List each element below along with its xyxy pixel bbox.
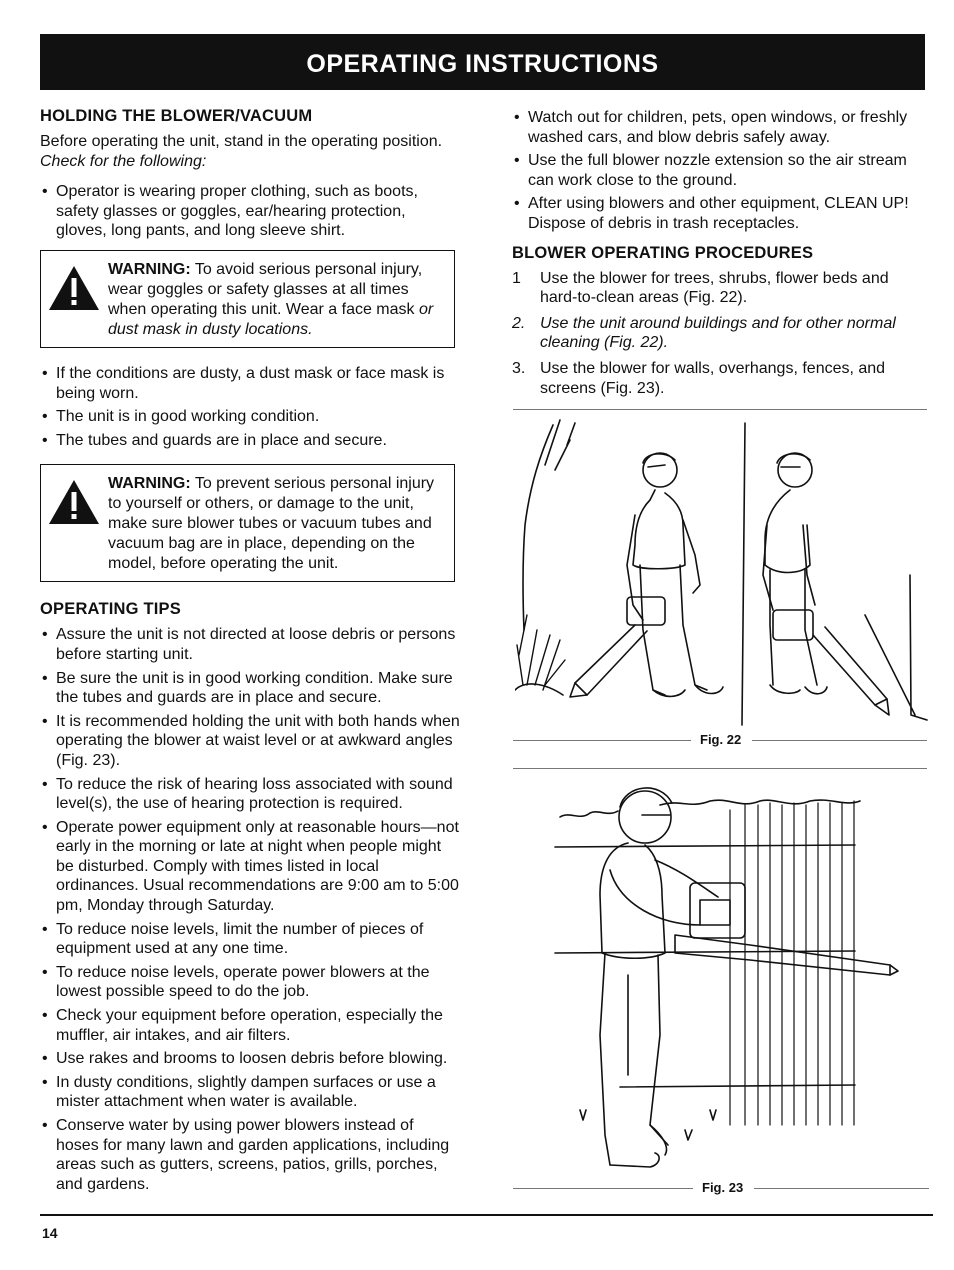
list-item: • It is recommended holding the unit with both hands when operating the blower at waist level or at awkward angles (Fig. 23). <box>40 712 460 771</box>
warning-2-body: To prevent serious personal injury to yourself or others, or damage to the unit, make sure blower tubes or vacuum tubes and vacuum bag are in place, depending on the model, before operating the unit. <box>108 475 435 573</box>
caption-rule-left <box>513 740 691 741</box>
section-heading-procedures: BLOWER OPERATING PROCEDURES <box>512 243 814 262</box>
caption-rule-left <box>513 1188 693 1189</box>
list-item: • Be sure the unit is in good working condition. Make sure the tubes and guards are in place and secure. <box>40 669 460 708</box>
warning-box-2 <box>40 464 455 582</box>
section-heading-holding: HOLDING THE BLOWER/VACUUM <box>40 107 313 125</box>
warning-label: WARNING: <box>108 260 191 278</box>
page-title-banner <box>40 34 925 90</box>
list-item: • Conserve water by using power blowers instead of hoses for many lawn and garden applications, including areas such as gutters, screens, patios, grills, porches, and gardens. <box>40 1116 460 1194</box>
list-item: • The unit is in good working condition. <box>40 407 460 427</box>
divider <box>513 768 927 769</box>
fig-22-caption: Fig. 22 <box>700 732 742 747</box>
section-heading-tips: OPERATING TIPS <box>40 600 181 619</box>
list-item: • To reduce noise levels, operate power blowers at the lowest possible speed to do the job. <box>40 963 460 1002</box>
footer-rule <box>40 1214 933 1216</box>
item-text: Use the blower for trees, shrubs, flower beds and hard-to-clean areas (Fig. 22). <box>540 269 889 307</box>
page-title: OPERATING INSTRUCTIONS <box>306 50 659 78</box>
list-item: • Check your equipment before operation, especially the muffler, air intakes, and air filters. <box>40 1006 460 1045</box>
warning-box-1 <box>40 250 455 348</box>
item-text: Use the blower for walls, overhangs, fences, and screens (Fig. 23). <box>540 359 886 397</box>
fig-23-illustration <box>550 775 905 1175</box>
safety-list <box>512 108 927 234</box>
warning-triangle-icon <box>48 479 100 525</box>
item-number: 3. <box>512 359 526 377</box>
divider <box>513 409 927 410</box>
warning-1-text <box>108 260 444 340</box>
list-item: • Use rakes and brooms to loosen debris before blowing. <box>40 1049 460 1069</box>
right-column <box>512 108 927 404</box>
checks-list <box>40 364 460 450</box>
list-item: • After using blowers and other equipment, CLEAN UP! Dispose of debris in trash receptacles. <box>512 194 927 233</box>
list-item: • If the conditions are dusty, a dust mask or face mask is being worn. <box>40 364 460 403</box>
list-item: • Operator is wearing proper clothing, such as boots, safety glasses or goggles, ear/hearing protection, gloves, long pants, and long sleeve shirt. <box>40 182 441 241</box>
caption-rule-right <box>754 1188 929 1189</box>
list-item <box>512 269 927 308</box>
item-text: Use the unit around buildings and for other normal cleaning (Fig. 22). <box>540 314 896 352</box>
list-item: • To reduce noise levels, limit the number of pieces of equipment used at any one time. <box>40 920 460 959</box>
list-item: • Assure the unit is not directed at loose debris or persons before starting unit. <box>40 625 460 664</box>
warning-2-text <box>108 474 444 574</box>
page-number: 14 <box>42 1225 58 1241</box>
list-item: • Use the full blower nozzle extension so the air stream can work close to the ground. <box>512 151 927 190</box>
item-number: 1 <box>512 269 521 287</box>
list-item <box>512 314 927 353</box>
warning-triangle-icon <box>48 265 100 311</box>
list-item: • The tubes and guards are in place and secure. <box>40 431 460 451</box>
holding-intro <box>40 132 460 171</box>
list-item: • Watch out for children, pets, open windows, or freshly washed cars, and blow debris safely away. <box>512 108 927 147</box>
warning-1-body: To avoid serious personal injury, wear goggles or safety glasses at all times when operating this unit. Wear a face mask <box>108 260 423 318</box>
caption-rule-right <box>752 740 927 741</box>
warning-1-italic: or dust mask in dusty locations. <box>108 300 434 338</box>
list-item <box>512 359 927 398</box>
fig-23-caption: Fig. 23 <box>702 1180 744 1195</box>
item-number: 2. <box>512 314 526 332</box>
list-item: • Operate power equipment only at reasonable hours—not early in the morning or late at night when people might be disturbed. Comply with times listed in local ordinances. Usual recommendations are 9:00 am to 5:00 pm, Monday through Saturday. <box>40 818 460 916</box>
procedures-list <box>512 269 927 399</box>
holding-intro-text: Before operating the unit, stand in the operating position. <box>40 133 443 150</box>
left-column <box>40 107 460 1198</box>
tips-list <box>40 625 460 1194</box>
holding-intro-italic: Check for the following: <box>40 152 207 170</box>
warning-label: WARNING: <box>108 475 191 493</box>
holding-list <box>40 182 460 241</box>
list-item: • In dusty conditions, slightly dampen surfaces or use a mister attachment when water is available. <box>40 1073 460 1112</box>
list-item: • To reduce the risk of hearing loss associated with sound level(s), the use of hearing protection is required. <box>40 775 460 814</box>
fig-22-illustration <box>515 415 930 730</box>
